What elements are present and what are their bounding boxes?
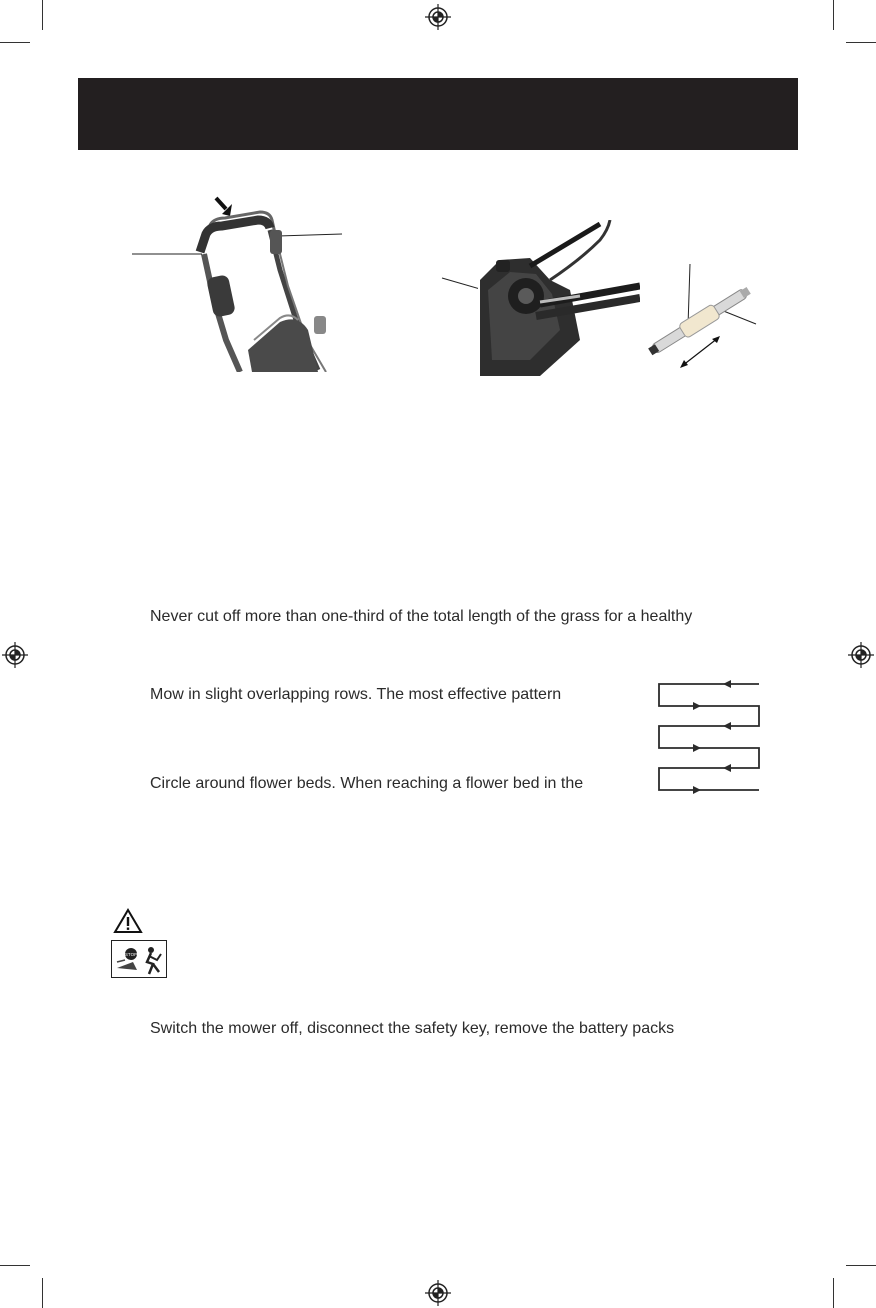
svg-text:STOP: STOP xyxy=(124,952,138,957)
overlap-rows-text: Mow in slight overlapping rows. The most effective pattern xyxy=(150,686,562,703)
crop-mark-top-right-h xyxy=(846,42,876,43)
registration-mark-icon xyxy=(425,4,451,30)
stop-mower-icon xyxy=(111,940,167,978)
registration-mark-icon xyxy=(848,642,874,668)
registration-mark-icon xyxy=(425,1280,451,1306)
crop-mark-bottom-left-h xyxy=(0,1265,30,1266)
section-header-bar xyxy=(78,78,798,150)
crop-mark-top-left-v xyxy=(42,0,43,30)
push-arrow-icon xyxy=(216,198,232,216)
crop-mark-top-left-h xyxy=(0,42,30,43)
switch-off-text: Switch the mower off, disconnect the safety key, remove the battery packs xyxy=(150,1020,675,1037)
crop-mark-bottom-right-h xyxy=(846,1265,876,1266)
mowing-pattern-diagram xyxy=(655,676,765,798)
warning-triangle-icon xyxy=(113,908,143,934)
double-arrow-icon xyxy=(680,336,720,368)
adjuster-rod-illustration xyxy=(640,262,762,372)
registration-mark-icon xyxy=(2,642,28,668)
crop-mark-bottom-left-v xyxy=(42,1278,43,1308)
crop-mark-bottom-right-v xyxy=(833,1278,834,1308)
mower-handle-illustration xyxy=(130,190,350,372)
crop-mark-top-right-v xyxy=(833,0,834,30)
flower-beds-text: Circle around flower beds. When reaching a flower bed in the xyxy=(150,775,584,792)
mower-height-adjust-illustration xyxy=(440,220,640,376)
cut-height-text: Never cut off more than one-third of the total length of the grass for a healthy xyxy=(150,608,693,625)
